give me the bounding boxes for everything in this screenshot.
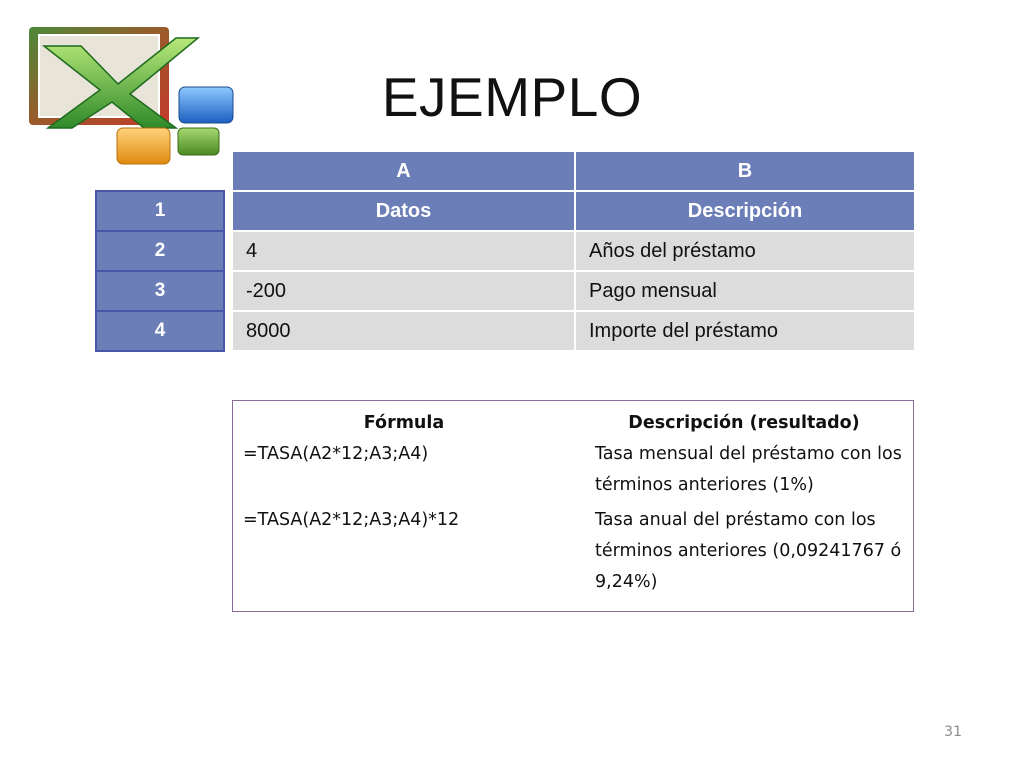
table-cell: 4 <box>232 231 575 271</box>
description-header: Descripción (resultado) <box>628 413 860 433</box>
table-cell: Pago mensual <box>575 271 915 311</box>
table-row <box>232 271 915 311</box>
column-header-a: A <box>232 151 575 191</box>
description-cell: Tasa mensual del préstamo con los términos anteriores (1%) <box>595 444 902 495</box>
formula-table <box>232 400 914 612</box>
formula-header: Fórmula <box>363 413 445 433</box>
formula-cell: =TASA(A2*12;A3;A4)*12 <box>243 510 460 530</box>
table-row <box>232 231 915 271</box>
description-cell: Tasa anual del préstamo con los términos anteriores (0,09241767 ó 9,24%) <box>595 510 902 592</box>
page-title: EJEMPLO <box>381 66 643 128</box>
row-number: 2 <box>96 231 224 271</box>
excel-logo-icon <box>26 24 238 168</box>
row-number: 4 <box>96 311 224 351</box>
table-row <box>232 311 915 351</box>
table-cell: Años del préstamo <box>575 231 915 271</box>
table-row <box>233 501 913 598</box>
row-number-column <box>95 190 225 352</box>
row-number: 3 <box>96 271 224 311</box>
table-cell: Descripción <box>575 191 915 231</box>
table-cell: -200 <box>232 271 575 311</box>
table-row <box>233 439 913 501</box>
formula-cell: =TASA(A2*12;A3;A4) <box>243 444 429 464</box>
column-header-b: B <box>575 151 915 191</box>
row-number: 1 <box>96 191 224 231</box>
spreadsheet-table <box>231 150 916 352</box>
page-number: 31 <box>944 724 962 740</box>
table-cell: 8000 <box>232 311 575 351</box>
table-cell: Datos <box>232 191 575 231</box>
table-cell: Importe del préstamo <box>575 311 915 351</box>
